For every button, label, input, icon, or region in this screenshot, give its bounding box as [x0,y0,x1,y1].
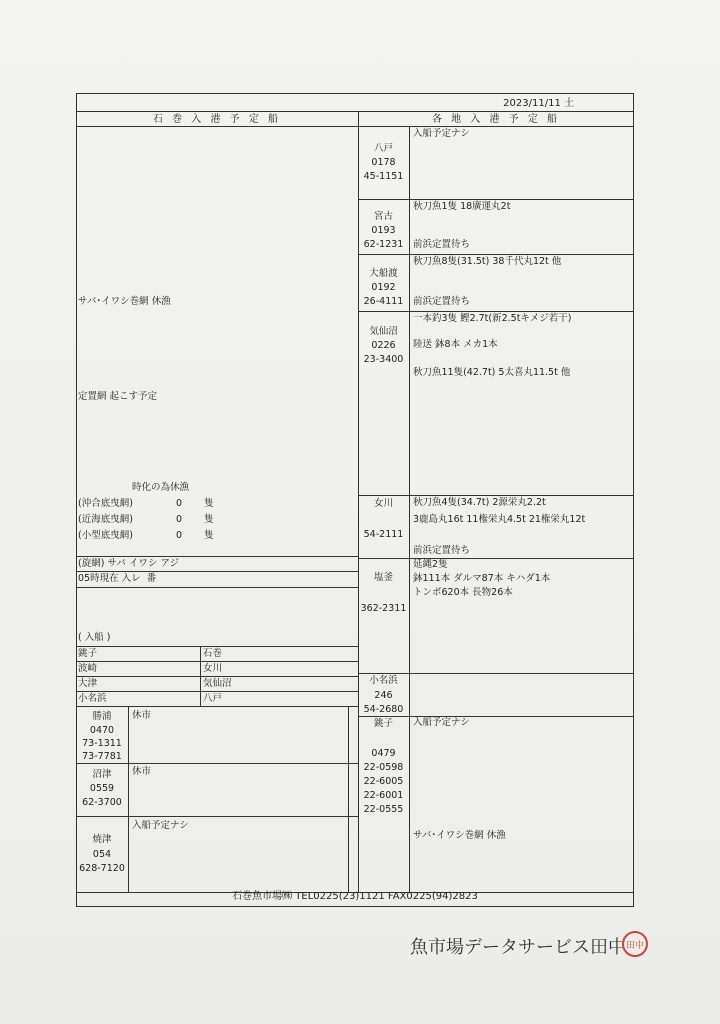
region-line: 入船予定ナシ [413,128,470,139]
port-phone: 0470 [89,725,115,736]
report-date: 2023/11/11 土 [503,98,574,109]
region-phone: 45-1151 [363,171,404,182]
region-name: 八戸 [373,143,393,154]
region-line: 秋刀魚4隻(34.7t) 2源栄丸2.2t [413,497,546,508]
port-note: 入船予定ナシ [132,820,189,831]
region-line: 3鹿島丸16t 11権栄丸4.5t 21権栄丸12t [413,514,586,525]
region-phone: 54-2111 [363,529,404,540]
region-phone: 26-4111 [363,296,404,307]
region-line: 延縄2隻 [413,559,448,570]
region-line: 秋刀魚8隻(31.5t) 38千代丸12t 他 [413,256,562,267]
region-line: 鉢111本 ダルマ87本 キハダ1本 [413,573,551,584]
port-name: 女川 [203,663,223,674]
port-note: 休市 [132,766,152,777]
region-phone: 22-0598 [363,762,404,773]
region-name: 小名浜 [369,675,398,686]
region-line: 前浜定置待ち [413,545,471,556]
port-phone: 73-7781 [82,751,122,762]
region-phone: 246 [374,690,393,701]
port-name: 波崎 [78,663,98,674]
trawl-count: 0 [176,530,183,541]
port-name: 勝浦 [92,711,112,722]
port-phone: 628-7120 [79,863,125,874]
region-name: 大船渡 [369,268,398,279]
header-ishinomaki: 石 巻 入 港 予 定 船 [152,114,282,125]
port-name: 八戸 [203,693,223,704]
tanaka-seal [622,931,648,957]
region-phone: 22-6001 [363,790,404,801]
region-line: 陸送 鉢8本 メカ1本 [413,339,498,350]
port-name: 気仙沼 [203,678,232,689]
trawl-name: (小型底曳網) [78,530,133,541]
region-line: 一本釣3隻 鰹2.7t(新2.5tキメジ若干) [413,313,572,324]
genzai-note: 05時現在 入レ 番 [78,573,157,584]
trawl-count: 0 [176,498,183,509]
region-phone: 22-0555 [363,804,404,815]
region-phone: 0193 [371,225,396,236]
teichi-note: 定置網 起こす予定 [78,391,158,402]
region-phone: 23-3400 [363,354,404,365]
region-line: 秋刀魚1隻 18廣運丸2t [413,201,511,212]
region-name: 銚子 [373,718,393,729]
port-phone: 054 [92,849,112,860]
port-phone: 62-3700 [82,797,122,808]
saba-iwashi-note: サバ･イワシ巻網 休漁 [78,296,171,307]
port-name: 銚子 [78,648,98,659]
trawl-unit: 隻 [204,514,214,525]
region-phone: 362-2311 [360,603,407,614]
trawl-count: 0 [176,514,183,525]
seal-text: 田中 [625,941,644,951]
region-name: 塩釜 [373,572,393,583]
trawl-name: (沖合底曳網) [78,498,133,509]
region-line: 前浜定置待ち [413,239,471,250]
nyusen-label: ( 入船 ) [78,632,111,643]
region-phone: 0178 [371,157,396,168]
region-phone: 62-1231 [363,239,404,250]
trawl-name: (近海底曳網) [78,514,133,525]
port-name: 石巻 [203,648,223,659]
port-name: 焼津 [92,834,112,845]
region-phone: 0192 [371,282,396,293]
region-phone: 0226 [371,340,396,351]
region-phone: 22-6005 [363,776,404,787]
port-name: 小名浜 [78,693,107,704]
port-phone: 0559 [89,783,115,794]
port-phone: 73-1311 [82,738,122,749]
region-phone: 54-2680 [363,704,404,715]
region-phone: 0479 [371,748,396,759]
region-name: 女川 [373,498,393,509]
trawl-unit: 隻 [204,530,214,541]
port-note: 休市 [132,710,152,721]
region-line: サバ･イワシ巻網 休漁 [413,830,506,841]
senmou-note: (旋網) サバ イワシ アジ [78,558,180,569]
region-name: 気仙沼 [369,326,398,337]
trawl-unit: 隻 [204,498,214,509]
region-name: 宮古 [373,211,393,222]
table-frame [76,93,634,907]
port-name: 沼津 [92,769,112,780]
footer-contact: 石巻魚市場㈱ TEL0225(23)1121 FAX0225(94)2823 [232,891,478,902]
report-sheet [76,93,634,907]
signature-text: 魚市場データサービス田中 [410,937,626,958]
shike-note: 時化の為休漁 [132,482,190,493]
region-line: トンボ620本 長物26本 [413,587,513,598]
region-line: 入船予定ナシ [413,717,470,728]
header-regions: 各 地 入 港 予 定 船 [431,114,561,125]
region-line: 前浜定置待ち [413,296,471,307]
port-name: 大津 [78,678,98,689]
region-line: 秋刀魚11隻(42.7t) 5太喜丸11.5t 他 [413,367,571,378]
